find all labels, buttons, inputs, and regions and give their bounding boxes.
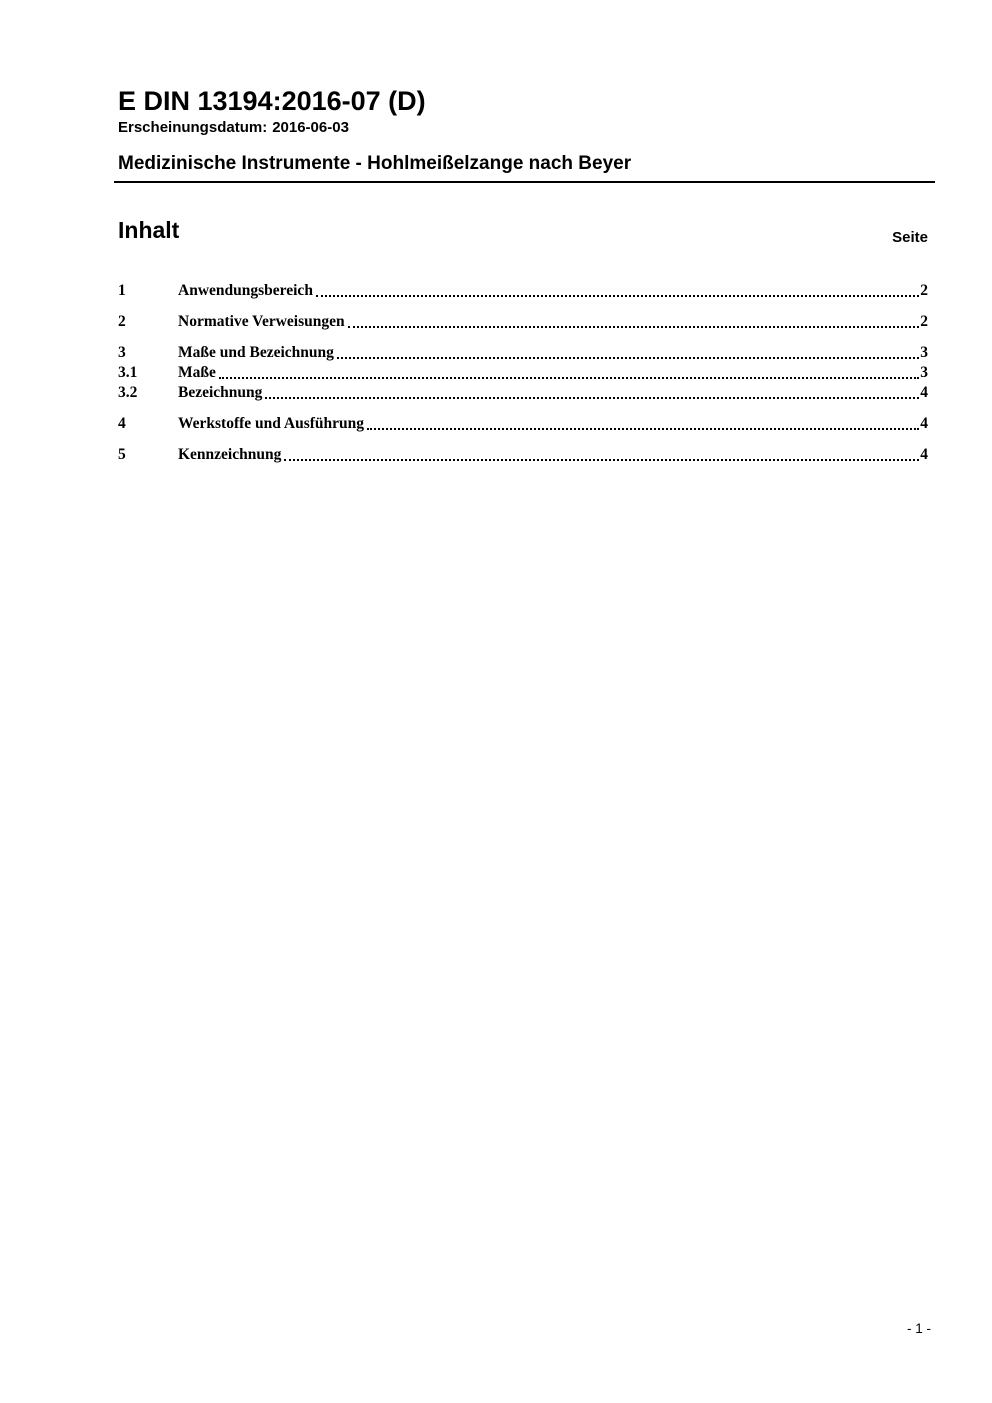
toc-entry-number: 1 [118,282,126,299]
toc-dot-leader [367,428,919,430]
title-underline-rule [114,181,935,183]
toc-entry [118,312,928,332]
toc-entry-number: 2 [118,313,126,330]
publication-date-line [118,119,349,137]
toc-dot-leader [219,377,919,379]
toc-entry [118,383,928,403]
toc-entry-number: 3 [118,344,126,361]
toc-entry-label: Anwendungsbereich [178,282,313,299]
toc-page-column-label: Seite [892,229,928,246]
publication-date-label: Erscheinungsdatum: [118,119,268,136]
toc-dot-leader [284,459,919,461]
toc-entry-label: Maße [178,364,216,381]
document-number: E DIN 13194:2016-07 (D) [118,86,426,116]
toc-entry-label: Normative Verweisungen [178,313,345,330]
toc-entry-page-number: 3 [920,344,928,361]
toc-dot-leader [337,357,919,359]
toc-heading: Inhalt [118,217,180,243]
toc-entry-page-number: 4 [920,384,928,401]
page-number: - 1 - [906,1321,931,1336]
toc-entry-number: 5 [118,446,126,463]
toc-entry-label: Maße und Bezeichnung [178,344,334,361]
toc-entry-page-number: 4 [920,446,928,463]
toc-entry-label: Kennzeichnung [178,446,282,463]
toc-entry-page-number: 4 [920,415,928,432]
table-of-contents [118,281,928,465]
toc-entry-number: 3.2 [118,384,138,401]
toc-entry-page-number: 2 [920,282,928,299]
toc-entry-page-number: 2 [920,313,928,330]
publication-date-value: 2016-06-03 [272,119,349,136]
toc-entry [118,363,928,383]
toc-entry [118,343,928,363]
document-title: Medizinische Instrumente - Hohlmeißelzange nach Beyer [118,153,632,174]
toc-entry [118,281,928,301]
toc-entry [118,445,928,465]
toc-dot-leader [348,326,920,328]
toc-entry-number: 4 [118,415,126,432]
toc-dot-leader [265,397,919,399]
toc-entry-label: Bezeichnung [178,384,263,401]
toc-entry-label: Werkstoffe und Ausführung [178,415,365,432]
page-footer [907,1321,931,1337]
toc-entry [118,414,928,434]
toc-dot-leader [316,295,919,297]
toc-entry-page-number: 3 [920,364,928,381]
toc-entry-number: 3.1 [118,364,138,381]
